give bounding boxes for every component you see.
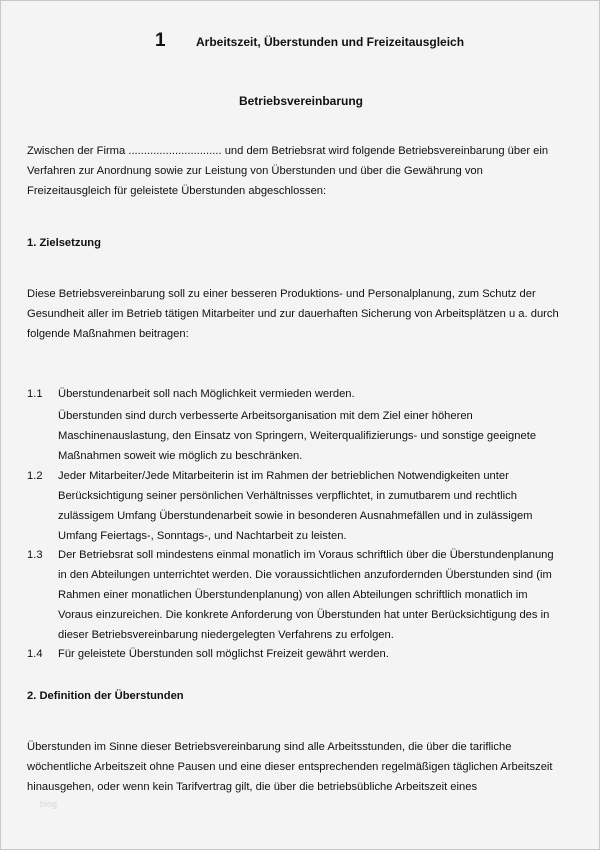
item-number: 1.2 xyxy=(27,470,43,482)
section1-paragraph xyxy=(27,284,559,344)
list-item-1-3 xyxy=(27,545,554,645)
intro-line: Zwischen der Firma .............................. und dem Betriebsrat wird folgende Betriebsvereinbarung über ein xyxy=(27,145,549,157)
item-number: 1.3 xyxy=(27,549,43,561)
item-line: Berücksichtigung seiner persönlichen Verhältnisses verpflichtet, in zumutbarem und rechtlich xyxy=(58,490,517,502)
chapter-title: Arbeitszeit, Überstunden und Freizeitausgleich xyxy=(196,35,465,49)
list-item-1-1 xyxy=(27,384,536,466)
paragraph-line: hinausgehen, oder wenn kein Tarifvertrag gilt, die über die betriebsübliche Arbeitszeit eines xyxy=(27,781,478,793)
item-number: 1.1 xyxy=(27,388,43,400)
paragraph-line: Überstunden im Sinne dieser Betriebsvereinbarung sind alle Arbeitsstunden, die über die tarifliche xyxy=(27,741,512,753)
section-heading-zielsetzung: 1. Zielsetzung xyxy=(27,237,101,249)
paragraph-line: Gesundheit aller im Betrieb tätigen Mitarbeiter und zur dauerhaften Sicherung von Arbeitsplätzen u a. durch xyxy=(27,308,559,320)
paragraph-line: folgende Maßnahmen beitragen: xyxy=(27,328,189,340)
item-line: dieser Betriebsvereinbarung niedergelegten Verfahrens zu erfolgen. xyxy=(58,629,394,641)
paragraph-line: wöchentliche Arbeitszeit ohne Pausen und eine dieser entsprechenden regelmäßigen täglichen Arbeitszeit xyxy=(27,761,553,773)
item-line: Der Betriebsrat soll mindestens einmal monatlich im Voraus schriftlich über die Überstundenplanung xyxy=(58,549,554,561)
item-line: Überstunden sind durch verbesserte Arbeitsorganisation mit dem Ziel einer höheren xyxy=(58,410,473,422)
chapter-number: 1 xyxy=(155,30,166,51)
list-item-1-4 xyxy=(27,644,389,664)
paragraph-line: Diese Betriebsvereinbarung soll zu einer besseren Produktions- und Personalplanung, zum Schutz der xyxy=(27,288,536,300)
item-line: Voraus einzureichen. Die konkrete Anforderung von Überstunden hat unter Berücksichtigung des in xyxy=(58,609,550,621)
item-line: zulässigem Umfang Überstundenarbeit sowie in besonderen Ausnahmefällen und in zulässigem xyxy=(58,510,533,522)
item-line: Maßnahmen soweit wie möglich zu beschränken. xyxy=(58,450,303,462)
item-line: in den Abteilungen unterrichtet werden. Die voraussichtlichen anzufordernden Überstunden sind (im xyxy=(58,569,552,581)
watermark-text: blog xyxy=(40,799,58,809)
item-number: 1.4 xyxy=(27,648,43,660)
intro-line: Freizeitausgleich für geleistete Überstunden abgeschlossen: xyxy=(27,185,327,197)
item-line: Jeder Mitarbeiter/Jede Mitarbeiterin ist im Rahmen der betrieblichen Notwendigkeiten unter xyxy=(58,470,509,482)
item-line: Maschinenauslastung, den Einsatz von Springern, Weiterqualifizierungs- und sonstige geeignete xyxy=(58,430,537,442)
document-title: Betriebsvereinbarung xyxy=(238,94,364,108)
section-heading-definition: 2. Definition der Überstunden xyxy=(27,690,184,702)
intro-line: Verfahren zur Anordnung sowie zur Leistung von Überstunden und über die Gewährung von xyxy=(27,165,483,177)
item-line: Überstundenarbeit soll nach Möglichkeit vermieden werden. xyxy=(58,388,355,400)
item-line: Umfang Feiertags-, Sonntags-, und Nachtarbeit zu leisten. xyxy=(58,530,347,542)
list-item-1-2 xyxy=(27,466,533,546)
item-line: Rahmen einer monatlichen Überstundenplanung) von allen Abteilungen schriftlich monatlich im xyxy=(58,589,528,601)
section2-paragraph xyxy=(27,737,553,797)
intro-paragraph xyxy=(27,141,548,201)
item-line: Für geleistete Überstunden soll möglichst Freizeit gewährt werden. xyxy=(58,648,389,660)
